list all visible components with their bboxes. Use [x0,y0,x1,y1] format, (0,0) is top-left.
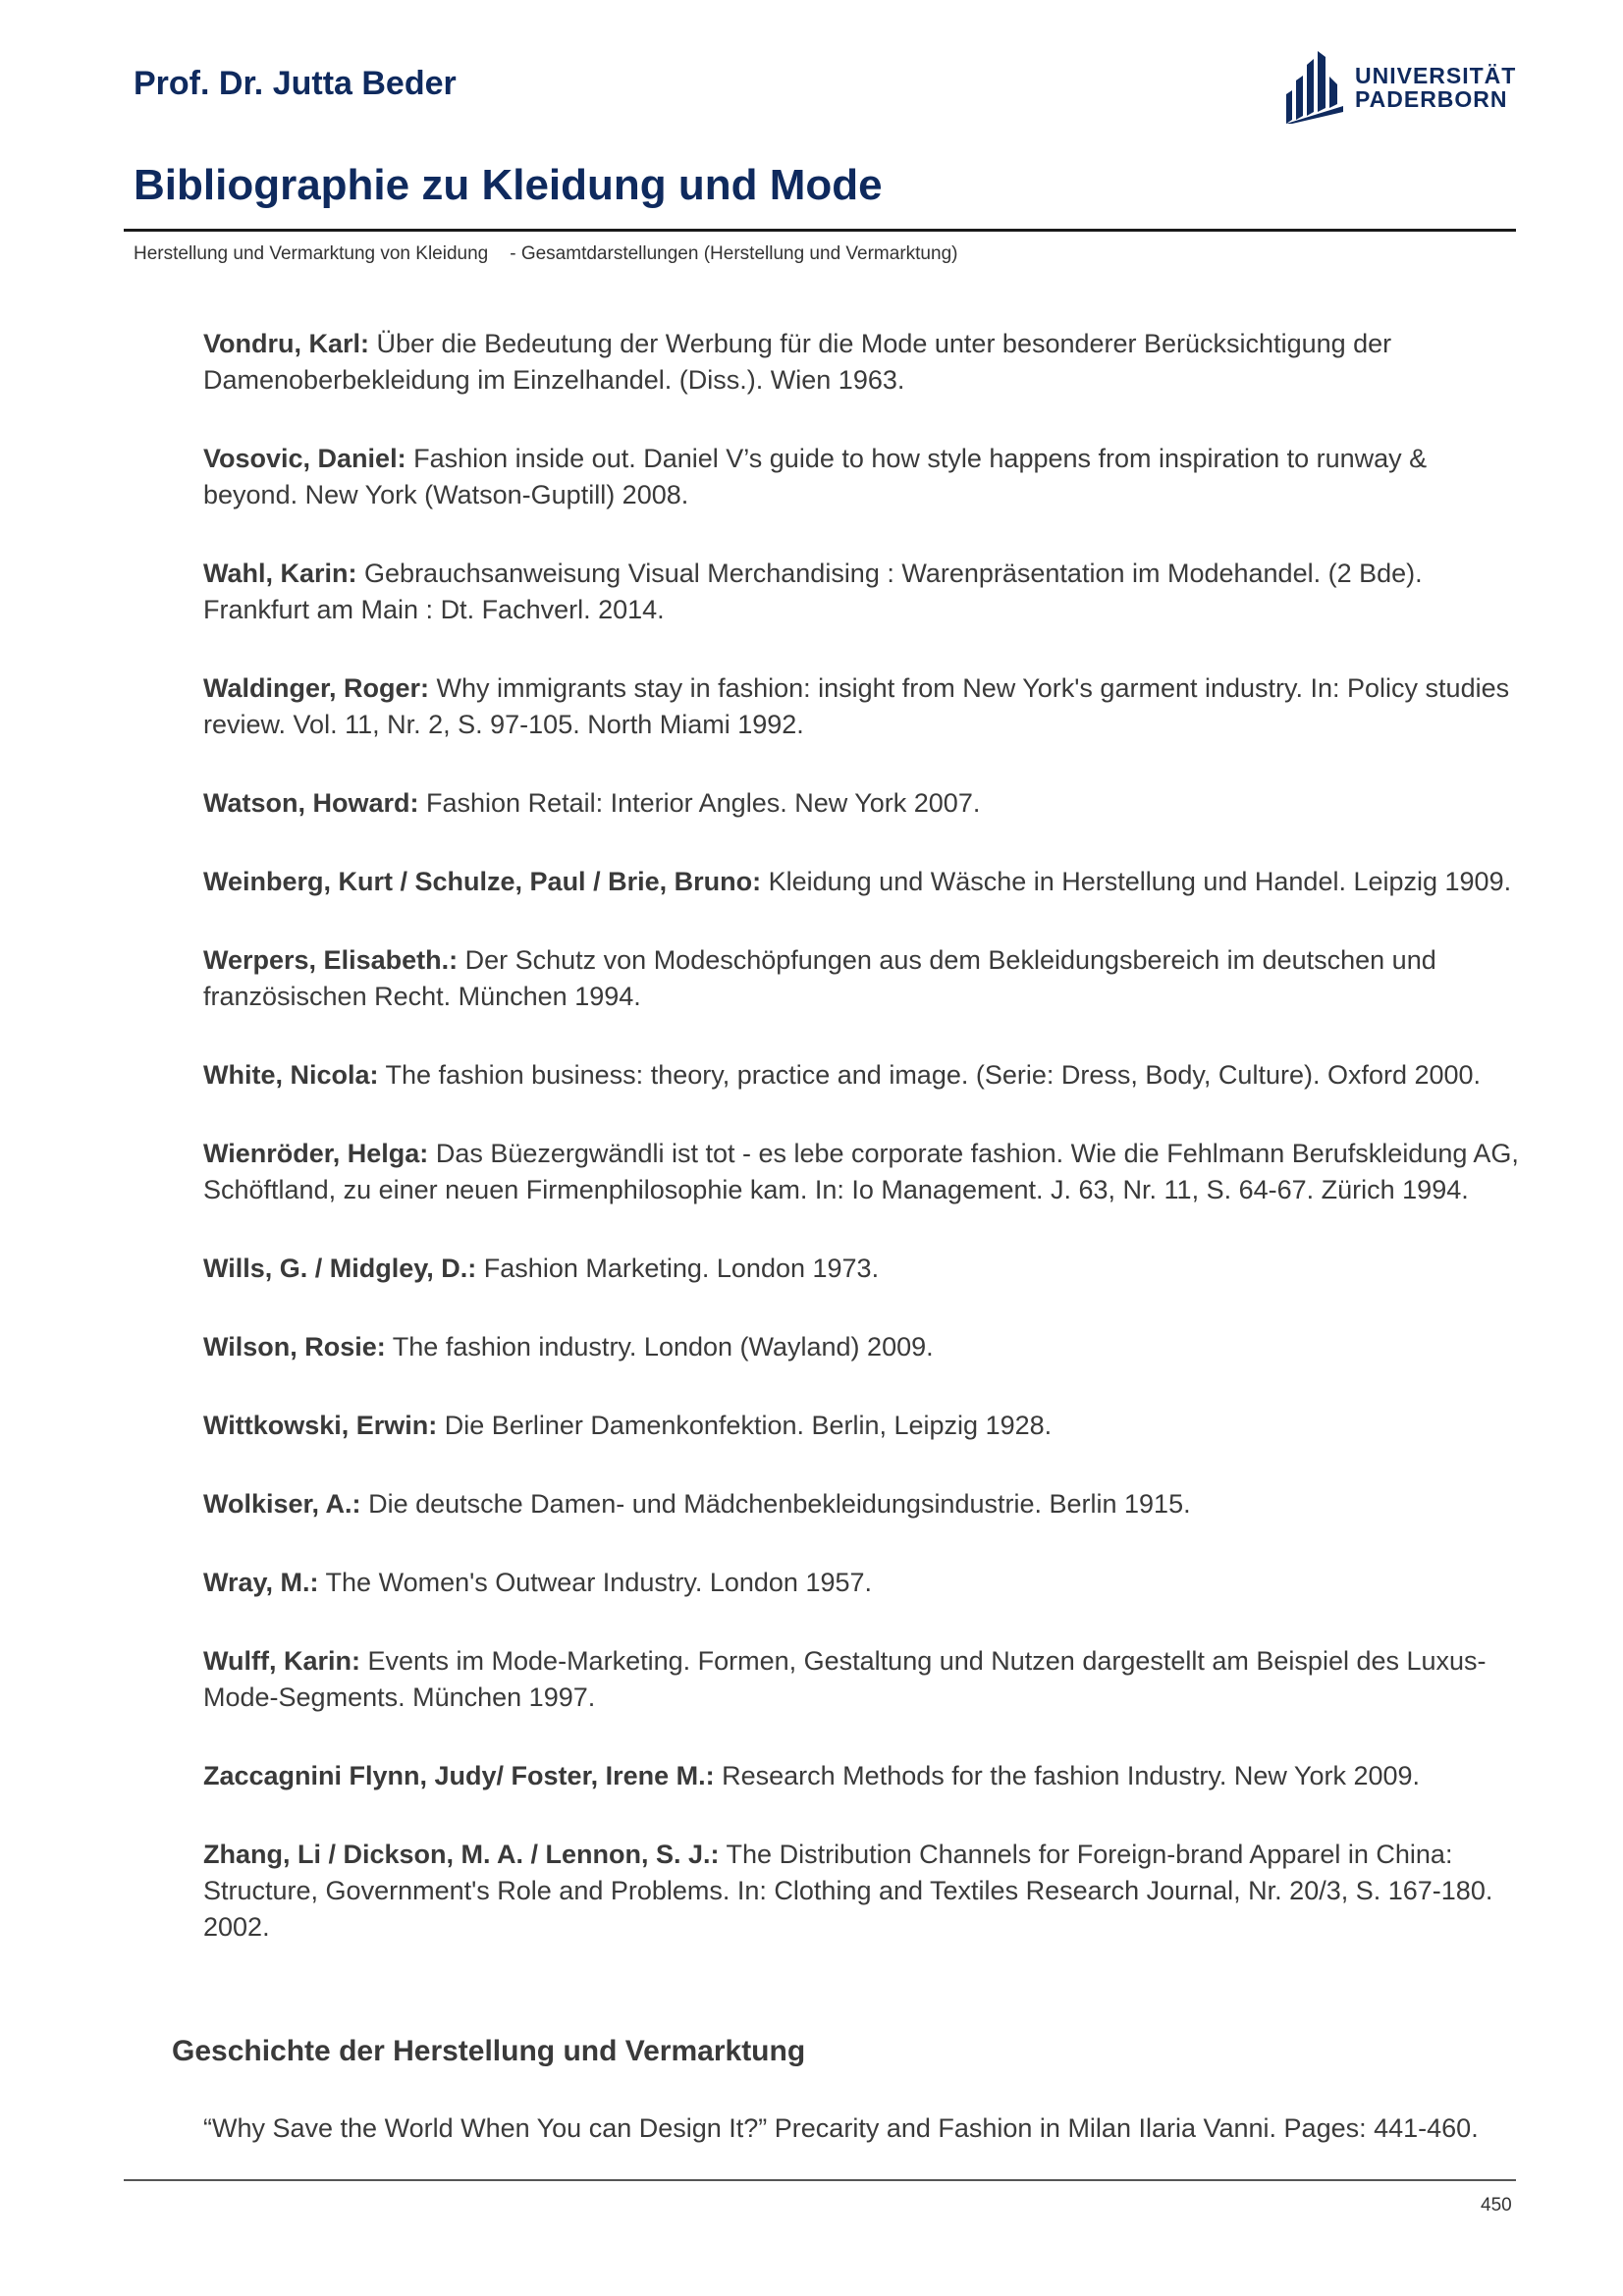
entry-author: Wilson, Rosie: [203,1332,386,1362]
entry-author: Wahl, Karin: [203,559,357,588]
entry-text: Das Büezergwändli ist tot - es lebe corporate fashion. Wie die Fehlmann Berufskleidung AG, Schöftland, zu einer neuen Firmenphilosophie kam. In: Io Management. J. 63, Nr. 11, S. 64-67. Zürich 1994. [203,1139,1519,1204]
entry-author: Waldinger, Roger: [203,673,430,703]
entry-text: Research Methods for the fashion Industry. New York 2009. [722,1761,1421,1790]
bibliography-entry [203,670,1524,743]
header-divider [124,229,1516,232]
bibliography-entry [203,1643,1524,1716]
entry-author: Wray, M.: [203,1568,319,1597]
entry-author: Wills, G. / Midgley, D.: [203,1254,477,1283]
university-logo-icon [1286,51,1343,124]
footer-divider [124,2179,1516,2181]
bibliography-entry [203,1329,1524,1365]
bibliography-entry [203,1565,1524,1601]
entry-author: Werpers, Elisabeth.: [203,945,459,975]
bibliography-entry [203,1408,1524,1444]
breadcrumb-part2: - Gesamtdarstellungen (Herstellung und Vermarktung) [510,243,958,264]
logo-line2: PADERBORN [1355,86,1508,112]
section-heading: Geschichte der Herstellung und Vermarktung [172,2035,806,2067]
entry-author: Vosovic, Daniel: [203,444,406,473]
entry-text: Der Schutz von Modeschöpfungen aus dem Bekleidungsbereich im deutschen und französischen Recht. München 1994. [203,945,1436,1011]
entry-text: Die Berliner Damenkonfektion. Berlin, Leipzig 1928. [444,1411,1053,1440]
entry-text: Why immigrants stay in fashion: insight from New York's garment industry. In: Policy studies review. Vol. 11, Nr. 2, S. 97-105. North Miami 1992. [203,673,1510,739]
entry-text: The Distribution Channels for Foreign-brand Apparel in China: Structure, Government's Role and Problems. In: Clothing and Textiles Research Journal, Nr. 20/3, S. 167-180. 2002. [203,1840,1493,1942]
entry-author: Wittkowski, Erwin: [203,1411,438,1440]
bibliography-entry [203,1136,1524,1208]
bibliography-entry [203,556,1524,628]
entry-text: Events im Mode-Marketing. Formen, Gestaltung und Nutzen dargestellt am Beispiel des Luxus-Mode-Segments. München 1997. [203,1646,1487,1712]
logo-line1: UNIVERSITÄT [1355,63,1517,88]
breadcrumb [134,243,957,265]
bibliography-entry [203,1057,1524,1094]
breadcrumb-part1: Herstellung und Vermarktung von Kleidung [134,243,489,264]
entry-text: Die deutsche Damen- und Mädchenbekleidungsindustrie. Berlin 1915. [368,1489,1191,1519]
page-number: 450 [1481,2195,1512,2216]
page-title: Bibliographie zu Kleidung und Mode [134,161,883,209]
bibliography-entry [203,864,1524,900]
logo-wordmark [1355,64,1516,111]
entry-author: Wolkiser, A.: [203,1489,361,1519]
bibliography-entry [203,785,1524,822]
bibliography-list [203,326,1524,1988]
entry-text: The fashion industry. London (Wayland) 2009. [392,1332,934,1362]
bibliography-entry [203,441,1524,513]
entry-author: Wulff, Karin: [203,1646,360,1676]
bibliography-entry [203,1251,1524,1287]
bibliography-entry [203,326,1524,399]
entry-author: Weinberg, Kurt / Schulze, Paul / Brie, Bruno: [203,867,762,896]
university-logo [1286,51,1516,124]
entry-author: White, Nicola: [203,1060,379,1090]
entry-text: Gebrauchsanweisung Visual Merchandising : Warenpräsentation im Modehandel. (2 Bde). Frankfurt am Main : Dt. Fachverl. 2014. [203,559,1423,624]
entry-author: Wienröder, Helga: [203,1139,429,1168]
bibliography-entry [203,1837,1524,1946]
entry-text: Kleidung und Wäsche in Herstellung und Handel. Leipzig 1909. [768,867,1512,896]
entry-text: Fashion Marketing. London 1973. [483,1254,880,1283]
entry-author: Watson, Howard: [203,788,419,818]
entry-author: Vondru, Karl: [203,329,370,358]
section-entry: “Why Save the World When You can Design It?” Precarity and Fashion in Milan Ilaria Vanni. Pages: 441-460. [203,2113,1479,2143]
entry-text: The Women's Outwear Industry. London 1957. [325,1568,873,1597]
author-name: Prof. Dr. Jutta Beder [134,65,457,102]
entry-text: Fashion Retail: Interior Angles. New York 2007. [426,788,981,818]
entry-text: The fashion business: theory, practice and image. (Serie: Dress, Body, Culture). Oxford 2000. [385,1060,1482,1090]
bibliography-entry [203,1486,1524,1522]
entry-author: Zaccagnini Flynn, Judy/ Foster, Irene M.: [203,1761,715,1790]
entry-text: Über die Bedeutung der Werbung für die Mode unter besonderer Berücksichtigung der Damenoberbekleidung im Einzelhandel. (Diss.). Wien 1963. [203,329,1392,395]
bibliography-entry [203,942,1524,1015]
bibliography-entry [203,1758,1524,1794]
entry-text: Fashion inside out. Daniel V’s guide to how style happens from inspiration to runway & beyond. New York (Watson-Guptill) 2008. [203,444,1428,509]
entry-author: Zhang, Li / Dickson, M. A. / Lennon, S. J.: [203,1840,720,1869]
